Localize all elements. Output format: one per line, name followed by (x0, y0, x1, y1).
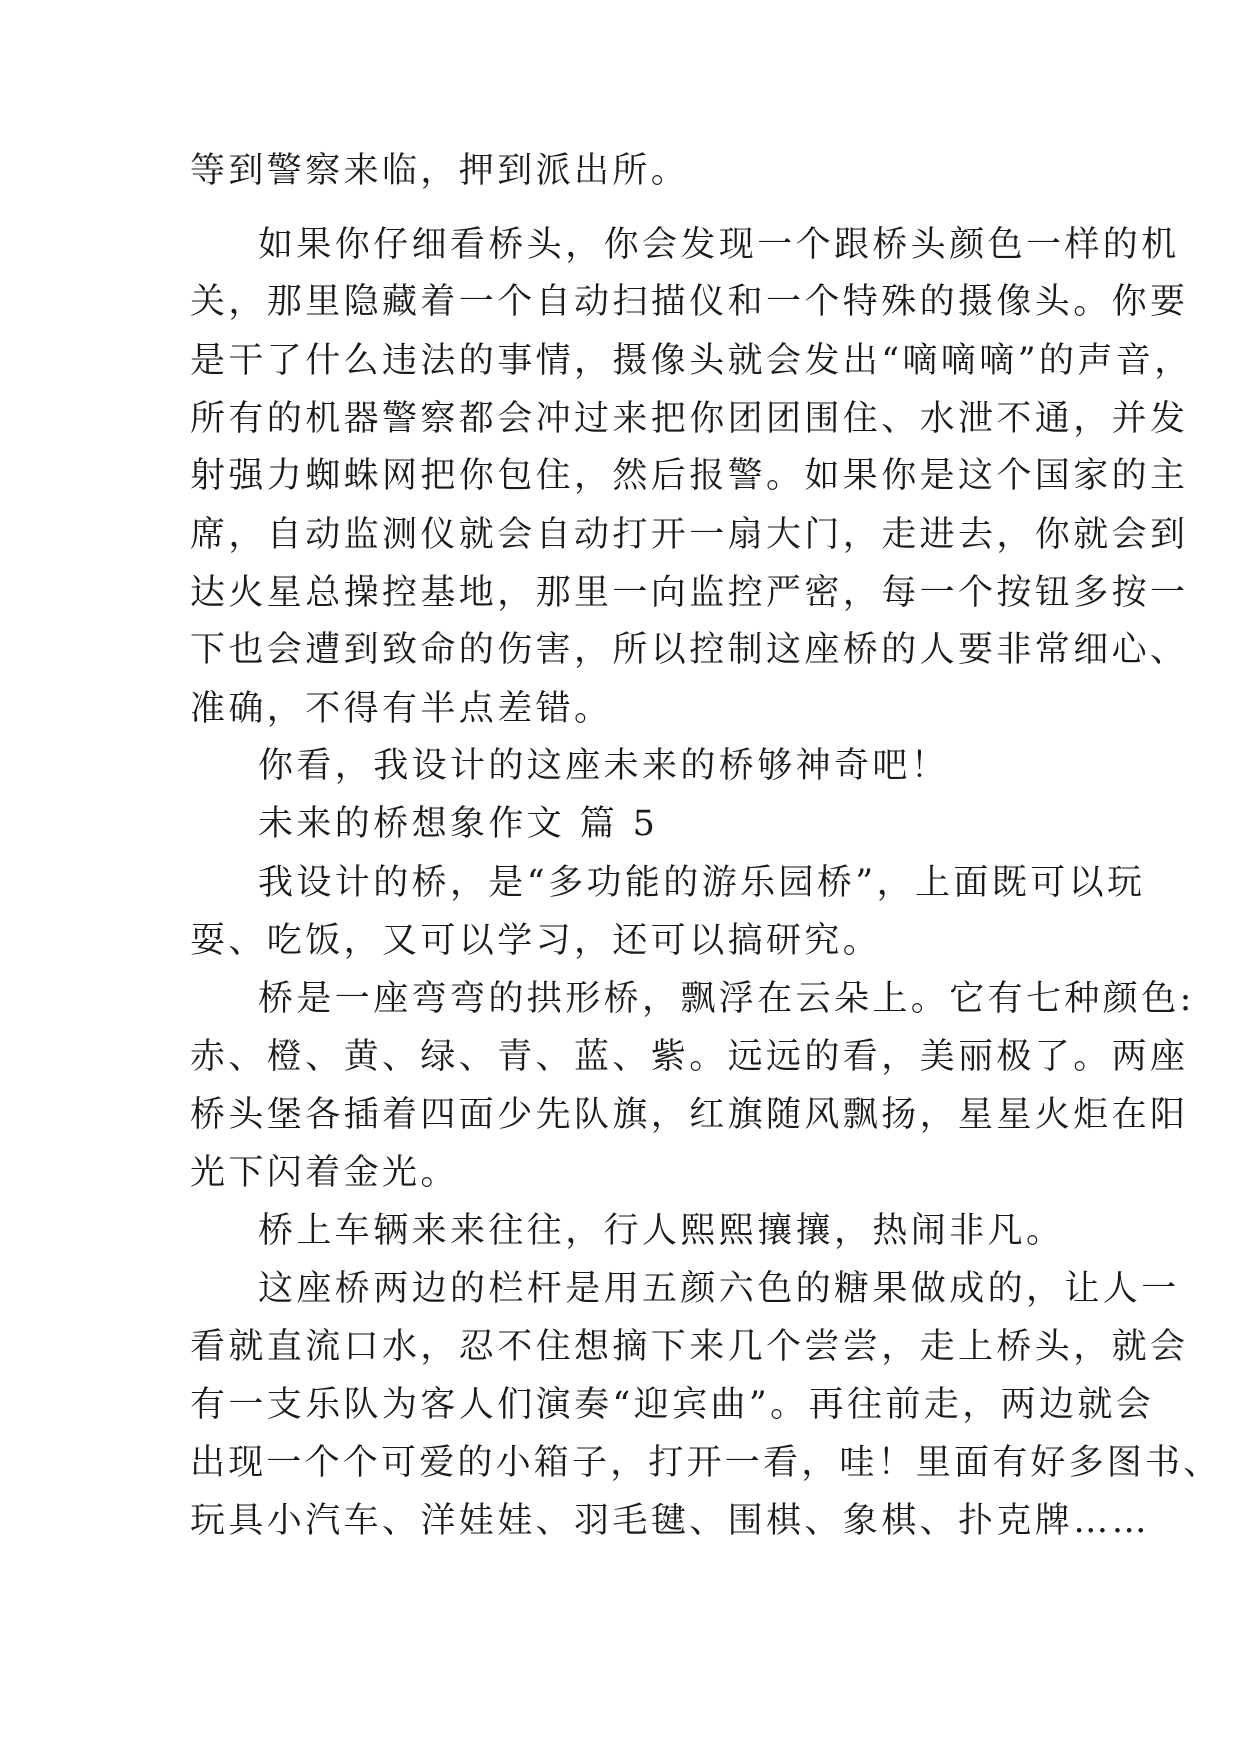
text-line: 有一支乐队为客人们演奏“迎宾曲”。再往前走，两边就会 (190, 1385, 1155, 1425)
text-line: 射强力蜘蛛网把你包住，然后报警。如果你是这个国家的主 (190, 456, 1189, 496)
paragraph-first-line: 如果你仔细看桥头，你会发现一个跟桥头颜色一样的机 (258, 225, 1180, 265)
text-line: 赤、橙、黄、绿、青、蓝、紫。远远的看，美丽极了。两座 (190, 1037, 1189, 1077)
text-line: 光下闪着金光。 (190, 1153, 459, 1193)
paragraph-first-line: 这座桥两边的栏杆是用五颜六色的糖果做成的，让人一 (258, 1269, 1180, 1309)
paragraph-first-line: 桥上车辆来来往往，行人熙熙攘攘，热闹非凡。 (258, 1211, 1065, 1251)
text-line: 是干了什么违法的事情，摄像头就会发出“嘀嘀嘀”的声音， (190, 341, 1193, 381)
text-line: 所有的机器警察都会冲过来把你团团围住、水泄不通，并发 (190, 399, 1189, 439)
text-line: 准确，不得有半点差错。 (190, 689, 613, 729)
text-line: 下也会遭到致命的伤害，所以控制这座桥的人要非常细心、 (190, 630, 1189, 670)
text-line: 席，自动监测仪就会自动打开一扇大门，走进去，你就会到 (190, 515, 1189, 555)
text-line: 看就直流口水，忍不住想摘下来几个尝尝，走上桥头，就会 (190, 1327, 1189, 1367)
text-line: 等到警察来临，押到派出所。 (190, 151, 690, 191)
paragraph-first-line: 我设计的桥，是“多功能的游乐园桥”，上面既可以玩 (258, 863, 1146, 903)
text-line: 关，那里隐藏着一个自动扫描仪和一个特殊的摄像头。你要 (190, 282, 1189, 322)
text-line: 出现一个个可爱的小箱子，打开一看，哇！里面有好多图书、 (190, 1443, 1222, 1483)
text-line: 玩具小汽车、洋娃娃、羽毛毽、围棋、象棋、扑克牌…… (190, 1501, 1151, 1541)
paragraph-first-line: 你看，我设计的这座未来的桥够神奇吧！ (258, 746, 950, 786)
text-line: 桥头堡各插着四面少先队旗，红旗随风飘扬，星星火炬在阳 (190, 1095, 1189, 1135)
section-heading: 未来的桥想象作文 篇 5 (258, 804, 659, 844)
paragraph-first-line: 桥是一座弯弯的拱形桥，飘浮在云朵上。它有七种颜色: (258, 979, 1195, 1019)
text-line: 达火星总操控基地，那里一向监控严密，每一个按钮多按一 (190, 573, 1189, 613)
text-line: 耍、吃饭，又可以学习，还可以搞研究。 (190, 921, 882, 961)
